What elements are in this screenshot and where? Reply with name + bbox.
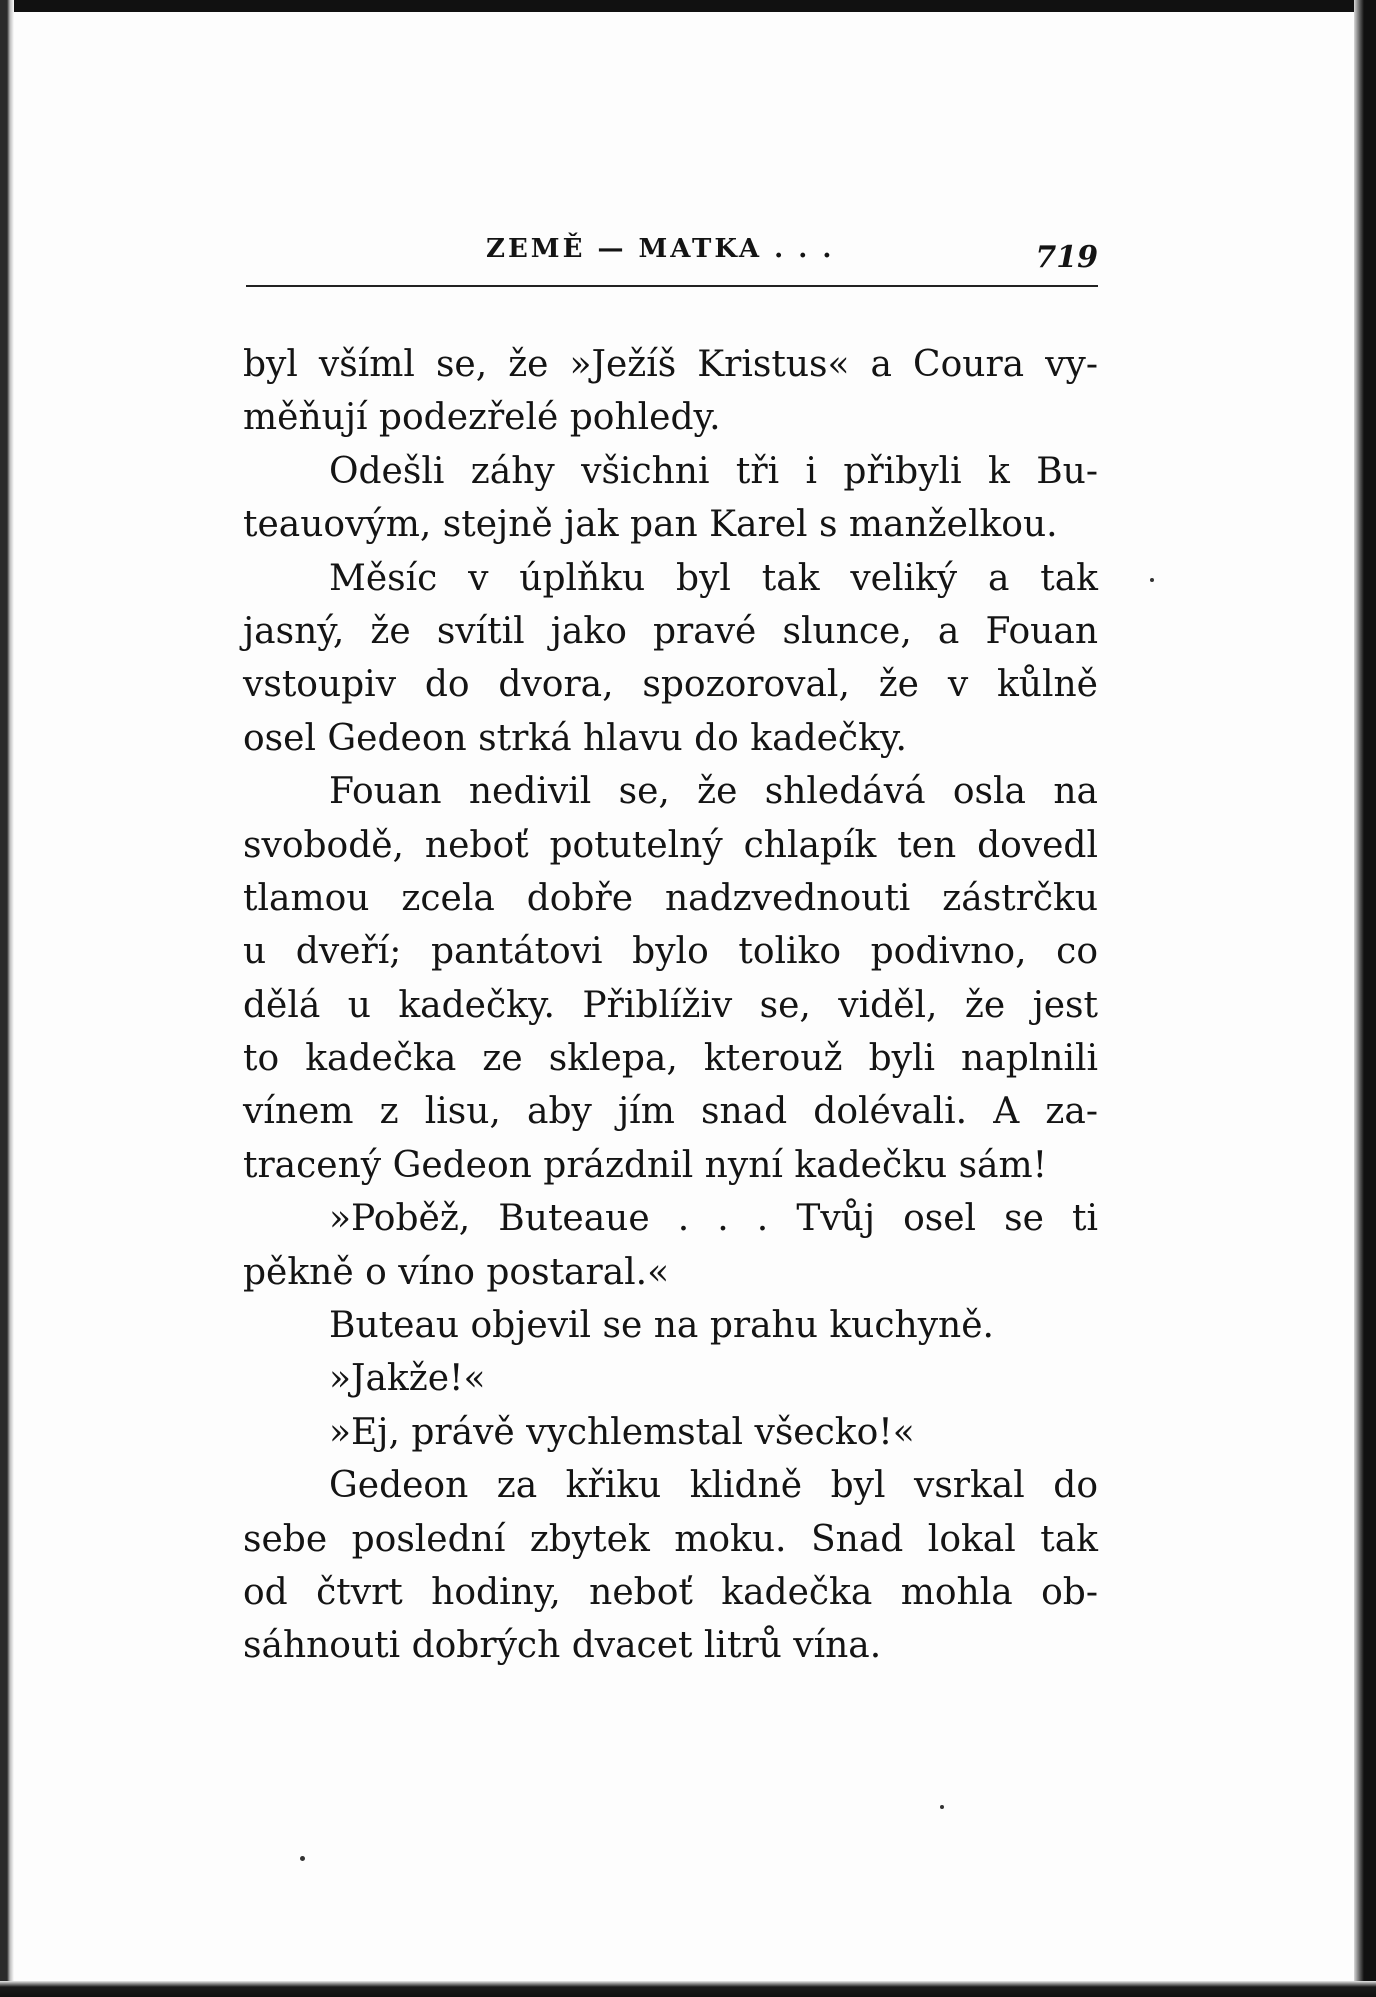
text-line: sebe poslední zbytek moku. Snad lokal tak	[243, 1518, 1098, 1560]
scan-speck	[940, 1805, 944, 1809]
scan-border-bottom	[0, 1981, 1376, 1997]
scan-border-top	[0, 0, 1376, 12]
text-line: sáhnouti dobrých dvacet litrů vína.	[243, 1625, 882, 1667]
scan-speck	[1150, 578, 1154, 582]
text-line: Fouan nedivil se, že shledává osla na	[329, 771, 1098, 813]
page-header	[246, 234, 1098, 274]
text-line: »Jakže!«	[329, 1358, 486, 1400]
text-line: pěkně o víno postaral.«	[243, 1251, 670, 1293]
text-line: osel Gedeon strká hlavu do kadečky.	[243, 717, 907, 759]
text-line: Odešli záhy všichni tři i přibyli k Bu-	[329, 450, 1098, 492]
text-line: Měsíc v úplňku byl tak veliký a tak	[329, 557, 1098, 599]
text-line: »Poběž, Buteaue . . . Tvůj osel se ti	[329, 1198, 1098, 1240]
text-line: od čtvrt hodiny, neboť kadečka mohla ob-	[243, 1571, 1098, 1613]
text-line: to kadečka ze sklepa, kterouž byli naplnili	[243, 1038, 1098, 1080]
text-line: u dveří; pantátovi bylo toliko podivno, co	[243, 931, 1098, 973]
text-line: tlamou zcela dobře nadzvednouti zástrčku	[243, 877, 1098, 919]
running-title: ZEMĚ — MATKA . . .	[486, 234, 835, 264]
text-line: měňují podezřelé pohledy.	[243, 397, 721, 439]
header-rule	[246, 285, 1098, 287]
text-line: »Ej, právě vychlemstal všecko!«	[329, 1411, 915, 1453]
text-line: vínem z lisu, aby jím snad dolévali. A za-	[243, 1091, 1098, 1133]
text-line: tracený Gedeon prázdnil nyní kadečku sám!	[243, 1144, 1048, 1186]
scan-border-right	[1354, 0, 1376, 1997]
body-text	[243, 338, 1098, 1673]
scan-border-left	[0, 0, 14, 1997]
text-line: Gedeon za křiku klidně byl vsrkal do	[329, 1465, 1098, 1507]
page-number: 719	[1035, 240, 1098, 275]
text-line: vstoupiv do dvora, spozoroval, že v kůlně	[243, 664, 1098, 706]
text-line: byl všíml se, že »Ježíš Kristus« a Coura vy-	[243, 344, 1098, 385]
scan-speck	[300, 1856, 305, 1861]
text-line: Buteau objevil se na prahu kuchyně.	[329, 1305, 994, 1347]
text-line: dělá u kadečky. Přiblíživ se, viděl, že jest	[243, 984, 1098, 1026]
text-line: teauovým, stejně jak pan Karel s manželkou.	[243, 504, 1058, 546]
text-line: svobodě, neboť potutelný chlapík ten dovedl	[243, 824, 1098, 866]
text-line: jasný, že svítil jako pravé slunce, a Fouan	[243, 610, 1098, 652]
